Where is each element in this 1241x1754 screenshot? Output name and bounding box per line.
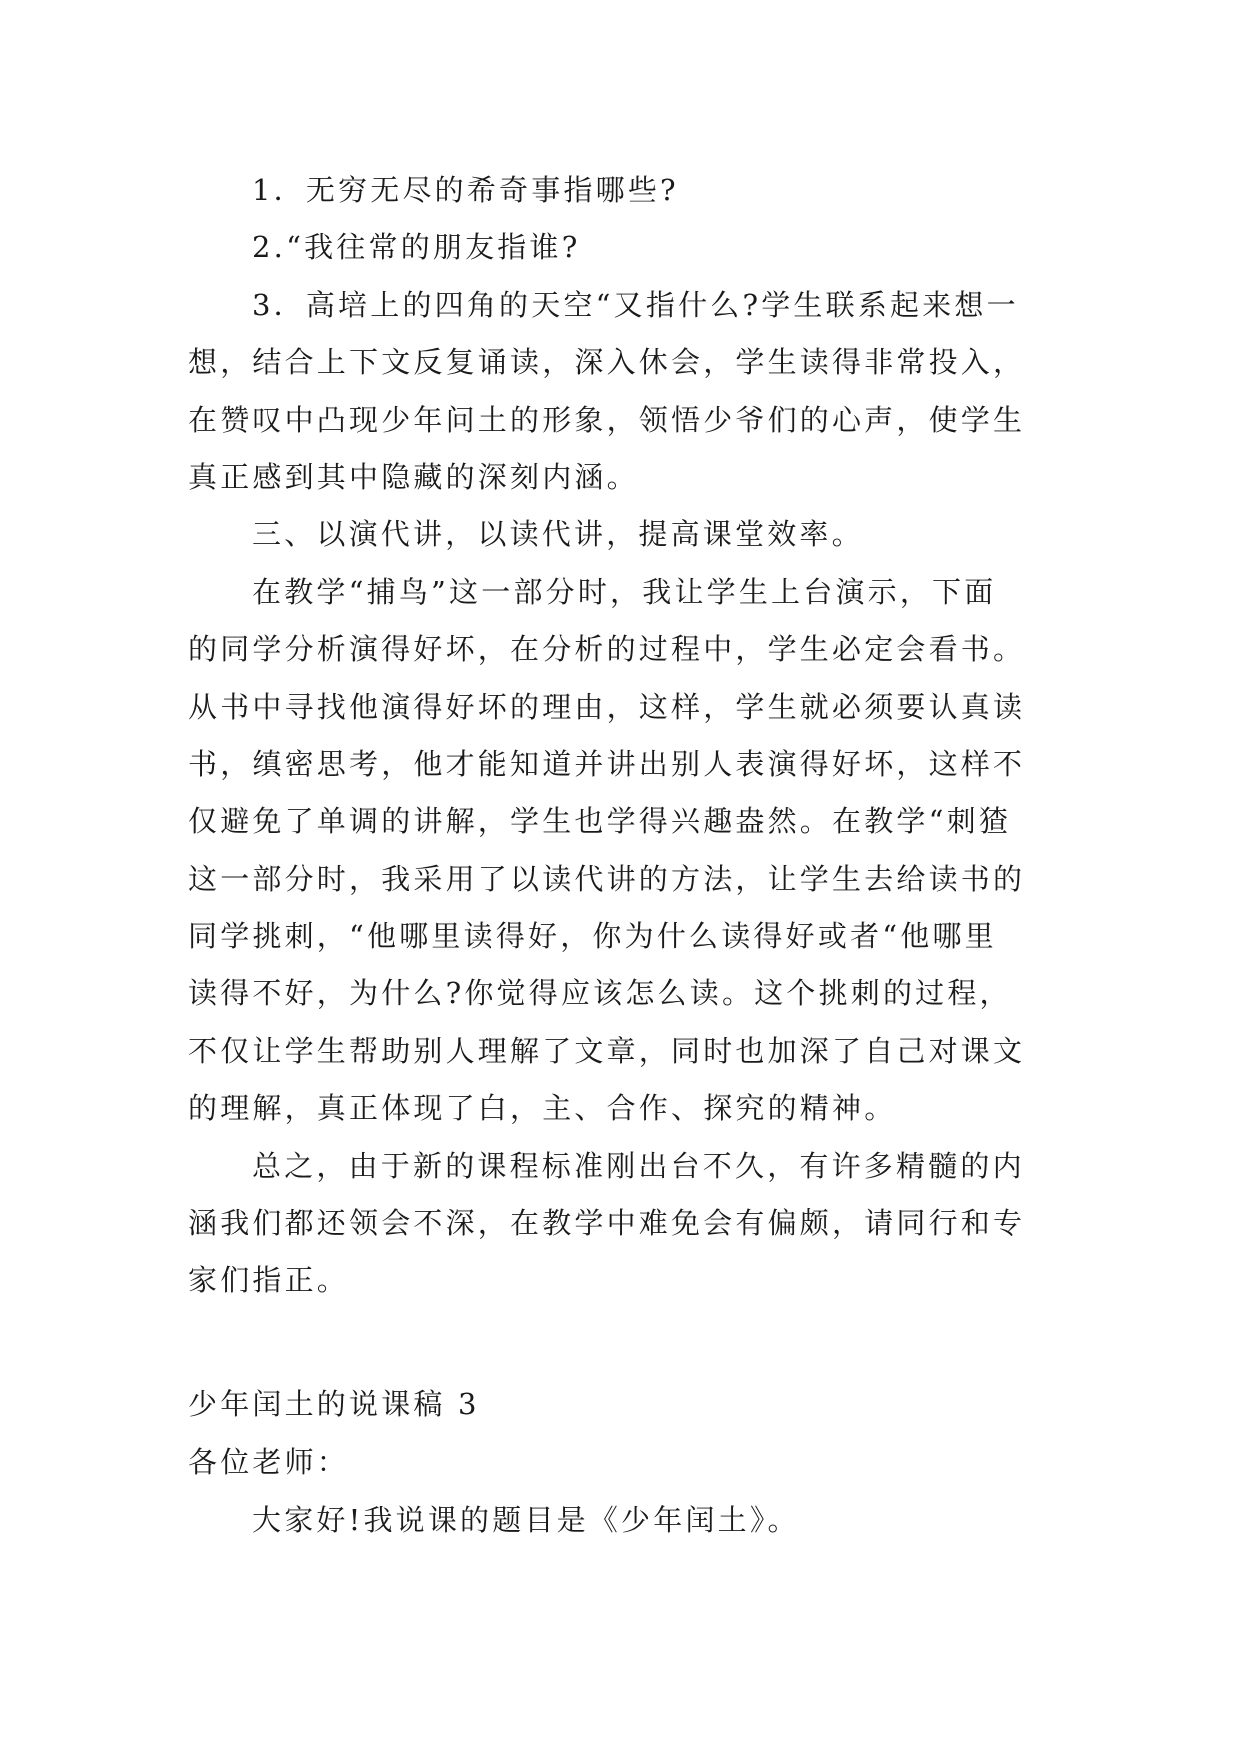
body-line: 仅避免了单调的讲解，学生也学得兴趣盎然。在教学“刺猹 [188, 804, 1012, 839]
salutation: 各位老师： [188, 1445, 350, 1479]
section-block [188, 1375, 1068, 1549]
body-line: 在赞叹中凸现少年问土的形象，领悟少爷们的心声，使学生 [188, 402, 1026, 437]
body-line: 真正感到其中隐藏的深刻内涵。 [188, 459, 639, 494]
document-body [188, 162, 1068, 1310]
body-line: 1．无穷无尽的希奇事指哪些? [252, 173, 679, 207]
body-line: 2.“我往常的朋友指谁? [252, 230, 581, 265]
body-line: 总之，由于新的课程标准刚出台不久，有许多精髓的内 [252, 1148, 1025, 1183]
body-line: 家们指正。 [188, 1263, 350, 1298]
body-line: 三、以演代讲，以读代讲，提高课堂效率。 [252, 517, 864, 552]
body-line: 的同学分析演得好坏，在分析的过程中，学生必定会看书。 [188, 632, 1026, 667]
body-line: 涵我们都还领会不深，在教学中难免会有偏颇，请同行和专 [188, 1206, 1026, 1241]
body-line: 3．高培上的四角的天空“又指什么?学生联系起来想一 [252, 287, 1019, 322]
body-line: 的理解，真正体现了白，主、合作、探究的精神。 [188, 1091, 897, 1126]
body-line: 同学挑刺，“他哪里读得好，你为什么读得好或者“他哪里 [188, 919, 997, 954]
body-line: 想，结合上下文反复诵读，深入休会，学生读得非常投入， [188, 345, 1026, 380]
body-line: 从书中寻找他演得好坏的理由，这样，学生就必须要认真读 [188, 689, 1026, 724]
body-line: 读得不好，为什么?你觉得应该怎么读。这个挑刺的过程， [188, 976, 1012, 1011]
section-title: 少年闰土的说课稿 3 [188, 1387, 480, 1421]
body-line: 书，缜密思考，他才能知道并讲出别人表演得好坏，这样不 [188, 746, 1026, 781]
body-line: 这一部分时，我采用了以读代讲的方法，让学生去给读书的 [188, 861, 1026, 896]
opening-line: 大家好!我说课的题目是《少年闰土》。 [252, 1503, 800, 1537]
body-line: 在教学“捕鸟”这一部分时，我让学生上台演示，下面 [252, 574, 997, 609]
body-line: 不仅让学生帮助别人理解了文章，同时也加深了自己对课文 [188, 1033, 1026, 1068]
